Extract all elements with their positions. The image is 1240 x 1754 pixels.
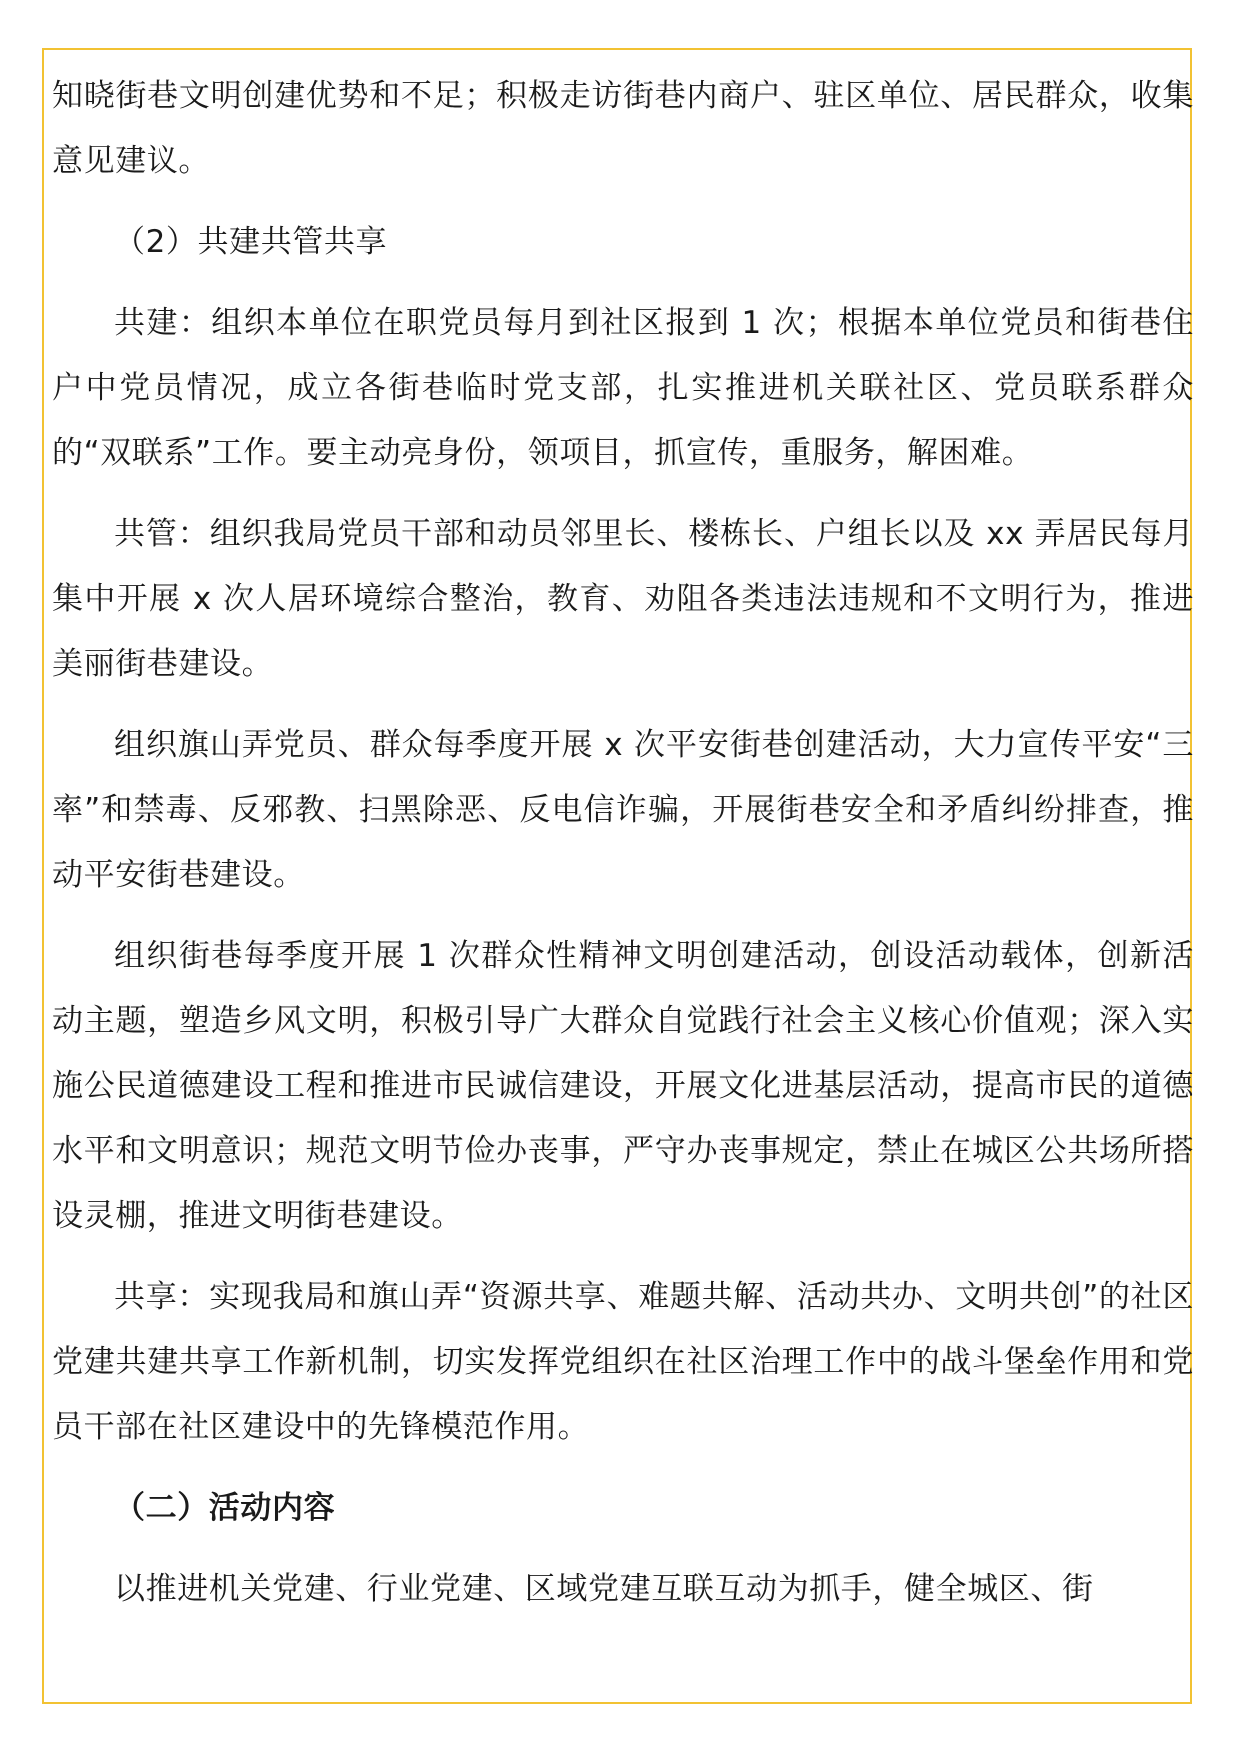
document-body <box>52 64 1194 1622</box>
paragraph-wenming: 组织街巷每季度开展 1 次群众性精神文明创建活动，创设活动载体，创新活动主题，塑造乡风文明，积极引导广大群众自觉践行社会主义核心价值观；深入实施公民道德建设工程和推进市民诚信建设，开展文化进基层活动，提高市民的道德水平和文明意识；规范文明节俭办丧事，严守办丧事规定，禁止在城区公共场所搭设灵棚，推进文明街巷建设。 <box>52 938 1194 1234</box>
paragraph-ping-an: 组织旗山弄党员、群众每季度开展 x 次平安街巷创建活动，大力宣传平安“三率”和禁毒、反邪教、扫黑除恶、反电信诈骗，开展街巷安全和矛盾纠纷排查，推动平安街巷建设。 <box>52 727 1194 893</box>
paragraph-gongjian: 共建：组织本单位在职党员每月到社区报到 1 次；根据本单位党员和街巷住户中党员情况，成立各街巷临时党支部，扎实推进机关联社区、党员联系群众的“双联系”工作。要主动亮身份，领项目，抓宣传，重服务，解困难。 <box>52 305 1194 471</box>
section-heading: （二）活动内容 <box>114 1490 336 1526</box>
paragraph-gongguan: 共管：组织我局党员干部和动员邻里长、楼栋长、户组长以及 xx 弄居民每月集中开展 x 次人居环境综合整治，教育、劝阻各类违法违规和不文明行为，推进美丽街巷建设。 <box>52 516 1194 682</box>
paragraph-continued: 知晓街巷文明创建优势和不足；积极走访街巷内商户、驻区单位、居民群众，收集意见建议。 <box>52 78 1194 179</box>
subsection-heading: （2）共建共管共享 <box>114 224 388 260</box>
paragraph-activity-content: 以推进机关党建、行业党建、区域党建互联互动为抓手，健全城区、街 <box>114 1571 1094 1607</box>
paragraph-gongxiang: 共享：实现我局和旗山弄“资源共享、难题共解、活动共办、文明共创”的社区党建共建共享工作新机制，切实发挥党组织在社区治理工作中的战斗堡垒作用和党员干部在社区建设中的先锋模范作用。 <box>52 1279 1194 1445</box>
